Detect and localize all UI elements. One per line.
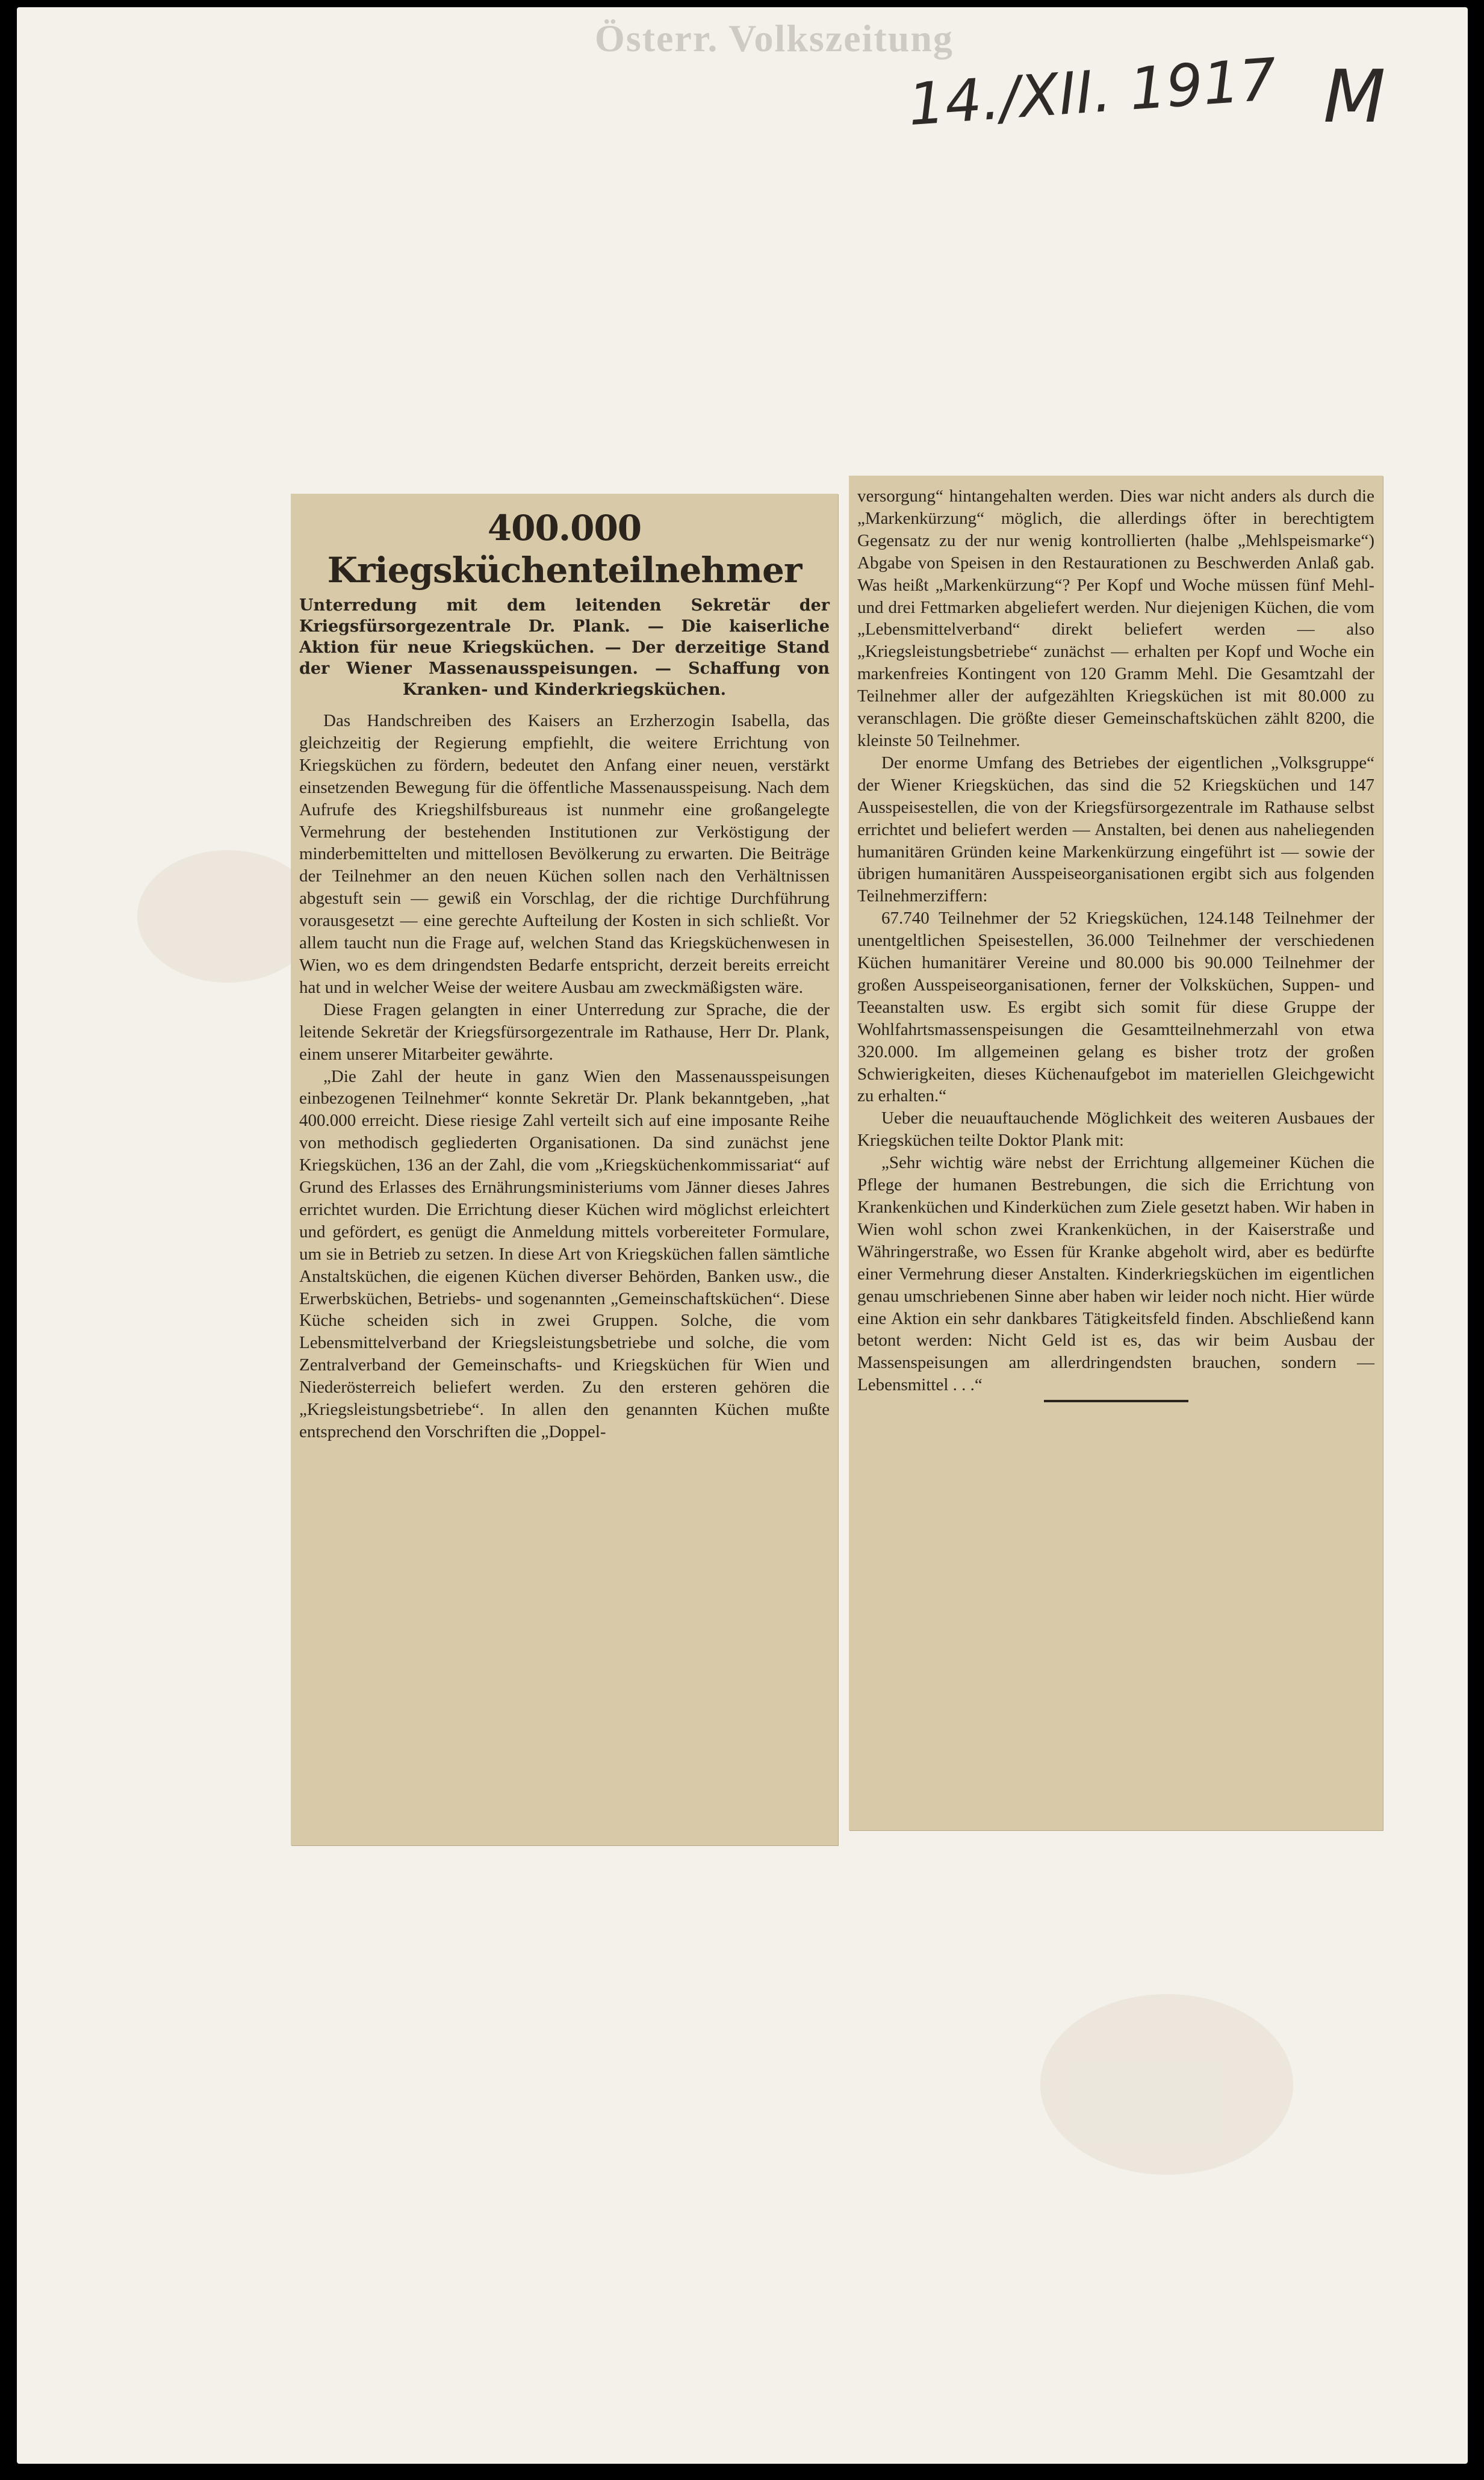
clipping-right-column — [849, 476, 1383, 1830]
paragraph: versorgung“ hintangehalten werden. Dies war nicht anders als durch die „Markenkürzung“ möglich, die allerdings öfter in berechtigtem Gegensatz zu der nur wenig kontrollierten (halbe „Mehlspeismarke“) Abgabe von Speisen in den Restaurationen zu Beschwerden Anlaß gab. Was heißt „Markenkürzung“? Per Kopf und Woche müssen fünf Mehl- und drei Fettmarken abgeliefert werden. Nur diejenigen Küchen, die vom „Lebensmittelverband“ direkt beliefert werden — also „Kriegsleistungsbetriebe“ zunächst — erhalten per Kopf und Woche ein markenfreies Kontingent von 120 Gramm Mehl. Die Gesamtzahl der Teilnehmer aller der aufgezählten Kriegsküchen ist mit 80.000 zu veranschlagen. Die größte dieser Gemeinschaftsküchen zählt 8200, die kleinste 50 Teilnehmer. — [857, 486, 1374, 750]
paragraph: „Die Zahl der heute in ganz Wien den Massenausspeisungen einbezogenen Teilnehmer“ konnte Sekretär Dr. Plank bekanntgeben, „hat 400.000 erreicht. Diese riesige Zahl verteilt sich auf eine imposante Reihe von methodisch gegliederten Organisationen. Da sind zunächst jene Kriegsküchen, 136 an der Zahl, die vom „Kriegsküchenkommissariat“ auf Grund des Erlasses des Ernährungsministeriums vom Jänner dieses Jahres errichtet wurden. Die Errichtung dieser Küchen wird möglichst erleichtert und gefördert, es genügt die Anmeldung mittels vorbereiteter Formulare, um sie in Betrieb zu setzen. In diese Art von Kriegsküchen fallen sämtliche Anstaltsküchen, die eigenen Küchen diverser Behörden, Banken usw., die Erwerbsküchen, Betriebs- und sogenannten „Gemeinschaftsküchen“. Diese Küche scheiden sich in zwei Gruppen. Solche, die vom Lebensmittelverband der Kriegsleistungsbetriebe und solche, die vom Zentralverband der Gemeinschafts- und Kriegsküchen für Wien und Niederösterreich beliefert werden. Zu den ersteren gehören die „Kriegsleistungsbetriebe“. In allen den genannten Küchen mußte entsprechend den Vorschriften die „Doppel- — [299, 1066, 830, 1441]
article-title: 400.000 Kriegsküchenteilnehmer — [327, 508, 802, 591]
end-rule — [1044, 1400, 1188, 1402]
article-body-left — [299, 710, 830, 1443]
paragraph: Das Handschreiben des Kaisers an Erzherzogin Isabella, das gleichzeitig der Regierung empfiehlt, die weitere Errichtung von Kriegsküchen zu fördern, bedeutet den Anfang einer neuen, verstärkt einsetzenden Bewegung für die öffentliche Massenausspeisung. Nach dem Aufrufe des Kriegshilfsbureaus ist nunmehr eine großangelegte Vermehrung der bestehenden Institutionen zur Verköstigung der minderbemittelten und mittellosen Bevölkerung zu erwarten. Die Beiträge der Teilnehmer an den neuen Küchen sollen nach den Verhältnissen abgestuft sein — gewiß ein Vorschlag, der die richtige Durchführung vorausgesetzt — eine gerechte Aufteilung der Kosten in sich schließt. Vor allem taucht nun die Frage auf, welchen Stand das Kriegsküchenwesen in Wien, wo es dem dringendsten Bedarfe entspricht, derzeit bereits erreicht hat und in welcher Weise der weitere Ausbau am zweckmäßigsten wäre. — [299, 711, 830, 997]
handwritten-date: 14./XII. 1917 — [905, 45, 1279, 139]
paper-stain — [1040, 1994, 1293, 2175]
newspaper-stamp: Österr. Volkszeitung — [595, 17, 954, 60]
article-body-right — [857, 476, 1374, 1396]
paragraph: „Sehr wichtig wäre nebst der Errichtung allgemeiner Küchen die Pflege der humanen Bestrebungen, die sich die Errichtung von Krankenküchen und Kinderküchen zum Ziele gesetzt haben. Wir haben in Wien wohl schon zwei Krankenküchen, in der Kaiserstraße und Währingerstraße, wo Essen für Kranke abgeholt wird, aber es bedürfte einer Vermehrung dieser Anstalten. Kinderkriegsküchen im eigentlichen genau umschriebenen Sinne aber haben wir leider noch nicht. Hier würde eine Aktion ein sehr dankbares Tätigkeitsfeld finden. Abschließend kann betont werden: Nicht Geld ist es, das wir beim Ausbau der Massenspeisungen am allerdringendsten brauchen, sondern — Lebensmittel . . .“ — [857, 1153, 1374, 1395]
paragraph: Ueber die neuauftauchende Möglichkeit des weiteren Ausbaues der Kriegsküchen teilte Doktor Plank mit: — [857, 1108, 1374, 1151]
paragraph: 67.740 Teilnehmer der 52 Kriegsküchen, 124.148 Teilnehmer der unentgeltlichen Speisestellen, 36.000 Teilnehmer der verschiedenen Küchen humanitärer Vereine und 80.000 bis 90.000 Teilnehmer der großen Ausspeiseorganisationen, ferner der Volksküchen, Suppen- und Teeanstalten usw. Es ergibt sich somit für diese Gruppe der Wohlfahrtsmassenspeisungen die Gesamtteilnehmerzahl von etwa 320.000. Im allgemeinen gelang es bisher trotz der großen Schwierigkeiten, dieses Küchenaufgebot im materiellen Gleichgewicht zu erhalten.“ — [857, 909, 1374, 1106]
handwritten-mark: M — [1323, 55, 1386, 139]
paragraph: Diese Fragen gelangten in einer Unterredung zur Sprache, die der leitende Sekretär der Kriegsfürsorgezentrale im Rathause, Herr Dr. Plank, einem unserer Mitarbeiter gewährte. — [299, 999, 830, 1064]
clipping-left-column — [291, 494, 838, 1845]
article-subtitle: Unterredung mit dem leitenden Sekretär der Kriegsfürsorgezentrale Dr. Plank. — Die kaiserliche Aktion für neue Kriegsküchen. — Der derzeitige Stand der Wiener Massenausspeisungen. — Schaffung von Kranken- und Kinderkriegsküchen. — [299, 596, 830, 699]
paragraph: Der enorme Umfang des Betriebes der eigentlichen „Volksgruppe“ der Wiener Kriegsküchen, das sind die 52 Kriegsküchen und 147 Ausspeisestellen, die von der Kriegsfürsorgezentrale im Rathause selbst errichtet und beliefert werden — Anstalten, bei denen aus naheliegenden humanitären Gründen keine Markenkürzung eingeführt ist — sowie der übrigen humanitären Ausspeiseorganisationen ergibt sich aus folgenden Teilnehmerziffern: — [857, 753, 1374, 906]
